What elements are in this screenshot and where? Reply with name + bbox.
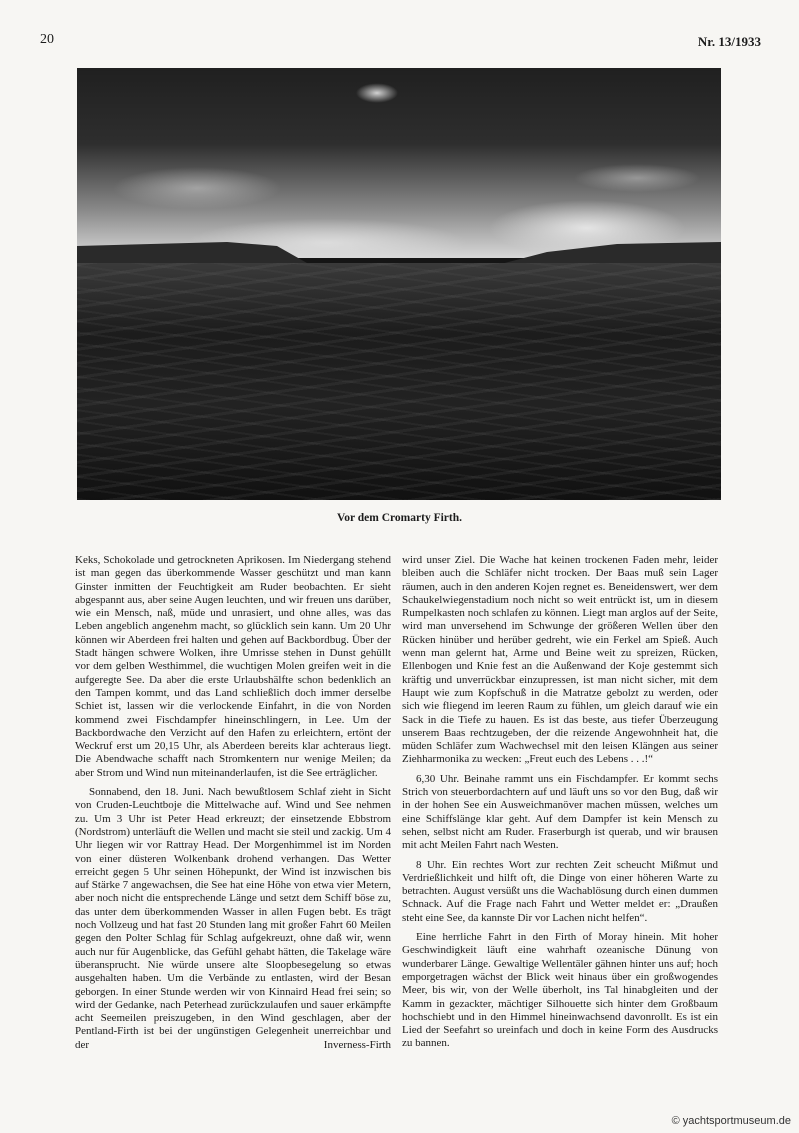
paragraph: 8 Uhr. Ein rechtes Wort zur rechten Zeit scheucht Mißmut und Verdrießlichkeit und hilft oft, die Dinge von einer höheren Warte zu betrachten. August versüßt uns die Wachablösung durch einen dummen Schnack. Auf die Frage nach Fahrt und Wetter meldet er: „Draußen steht eine See, da kannste Dir vor Lachen nicht helfen“. — [402, 858, 718, 924]
page-number: 20 — [40, 32, 54, 47]
photo-caption: Vor dem Cromarty Firth. — [337, 512, 462, 524]
watermark: © yachtsportmuseum.de — [671, 1115, 791, 1127]
photo-sky — [77, 68, 721, 258]
paragraph: Sonnabend, den 18. Juni. Nach bewußtlosem Schlaf zieht in Sicht von Cruden-Leuchtboje die Mittelwache auf. Wind und See nehmen zu. Um 3 Uhr ist Peter Head erkreuzt; der einsetzende Ebbstrom (Nordstrom) unterläuft die Wellen und macht sie steil und zackig. Um 4 Uhr liegen wir vor Rattray Head. Der Morgenhimmel ist im Norden von einer düsteren Wolkenbank drohend verhangen. Das Wetter erreicht gegen 5 Uhr seinen Höhepunkt, der Wind ist inzwischen bis auf Stärke 7 angewachsen, die See hat eine Höhe von etwa vier Metern, aber noch nicht die entsprechende Länge und setzt dem Schiff böse zu, das unter dem überkommenden Wasser in allen Fugen bebt. Es trägt noch Vollzeug und hat fast 20 Stunden lang mit großer Fahrt 60 Meilen gegen den Polter Schlag für Schlag aufgekreuzt, ohne daß wir, wenn auch nur für Augenblicke, das Gefühl gehabt hätten, die Takelage wäre überansprucht. Nie würde unsere alte Sloopbesegelung so etwas ausgehalten haben. Um die Verbände zu entlasten, wird der Besan geborgen. In einer Stunde werden wir von Kinnaird Head frei sein; so wird der Gedanke, nach Peterhead zurückzulaufen und sauer erkämpfte acht Seemeilen preiszugeben, in den Wind geschlagen, aber der Pentland-Firth ist bei der ungünstigen Gelegenheit unerreichbar und der Inverness-Firth — [75, 786, 391, 1051]
photo-sea — [77, 263, 721, 500]
paragraph: wird unser Ziel. Die Wache hat keinen trockenen Faden mehr, leider bleiben auch die Schläfer nicht trocken. Der Baas muß sein Lager räumen, auch in den anderen Kojen regnet es. Beneidenswert, wer dem Schaukelwiegenstadium noch nicht so weit entrückt ist, um in diesem Rumpelkasten noch schlafen zu können. Liegt man arglos auf der Seite, wird man unversehend im Schwunge der größeren Wellen über den Rücken hinüber und herüber gedreht, wie ein Ferkel am Spieß. Auch wenn man gelernt hat, Arme und Beine weit zu spreizen, Rücken, Ellenbogen und Knie fest an die Außenwand der Koje gestemmt sich kräftig und unverrückbar einzupressen, ist man nicht sicher, mit dem Haupt wie zum Kopfschuß in die Matratze gebolzt zu werden, oder sich wie fliegend im leeren Raum zu fühlen, um gleich darauf wie ein Sack in die Tiefe zu hauen. Es ist das beste, aus tiefer Überzeugung unserem Baas rechtzugeben, der die reizende Angewohnheit hat, die müden Schläfer zum Wachwechsel mit den leisen Klängen aus seiner Ziehharmonika zu wecken: „Freut euch des Lebens . . .!“ — [402, 554, 718, 766]
issue-number: Nr. 13/1933 — [697, 34, 761, 49]
right-column — [402, 554, 718, 1057]
paragraph: Eine herrliche Fahrt in den Firth of Moray hinein. Mit hoher Geschwindigkeit läuft eine wahrhaft ozeanische Dünung von wunderbarer Länge. Gewaltige Wellentäler gähnen hinter uns auf; hoch emporgetragen wächst der Blick weit hinaus über ein großwogendes Meer, bis wir, von der Welle überholt, ins Tal hinabgleiten und der Kamm in gezackter, mächtiger Silhouette sich hinter dem Großbaum hochschiebt und in den Himmel hineinwachsend davonrollt. Es ist ein Lied der Seefahrt so ureinfach und doch in keine Form des Ausdrucks zu bannen. — [402, 931, 718, 1050]
paragraph: Keks, Schokolade und getrockneten Aprikosen. Im Niedergang stehend ist man gegen das überkommende Wasser geschützt und man kann Ginster inmitten der Feuchtigkeit am Ruder beobachten. Er sieht abgespannt aus, aber seine Augen leuchten, und wir freuen uns darüber, wie ein Mensch, naß, müde und unrasiert, und ohne alles, was das Leben angeblich angenehm macht, so glücklich sein kann. Um 20 Uhr können wir Aberdeen frei halten und gehen auf Backbordbug. Über der Stadt hängen schwere Wolken, ihre Umrisse stehen in Dunst gehüllt vor dem gelben Westhimmel, die wuchtigen Molen greifen weit in die aufgeregte See. Da aber die erste Urlaubshälfte schon bedenklich an den Tampen kommt, und das Land schließlich doch immer derselbe Schiet ist, lassen wir die verlockende Einfahrt, in die von Norden kommend zwei Fischdampfer hineinschlingern, in Lee. Um der Backbordwache den Verzicht auf den Hafen zu erleichtern, ertönt der Weckruf erst um 20,15 Uhr, als Aberdeen bereits klar achteraus liegt. Die Abendwache schafft nach Stromkentern nur wenige Meilen; da aber Strom und Wind nun miteinanderlaufen, ist die See erträglicher. — [75, 554, 391, 779]
paragraph: 6,30 Uhr. Beinahe rammt uns ein Fischdampfer. Er kommt sechs Strich von steuerbordachtern auf und läuft uns so vor den Bug, daß wir in der hohen See ein Ausweichmanöver machen müssen, welches um eine Schiffslänge klar geht. Auf dem Dampfer ist kein Mensch zu sehen, selbst nicht am Ruder. Fraserburgh ist querab, und wir brausen mit acht Meilen Fahrt nach Westen. — [402, 772, 718, 852]
photo-cromarty-firth — [77, 68, 721, 500]
left-column — [75, 554, 391, 1058]
